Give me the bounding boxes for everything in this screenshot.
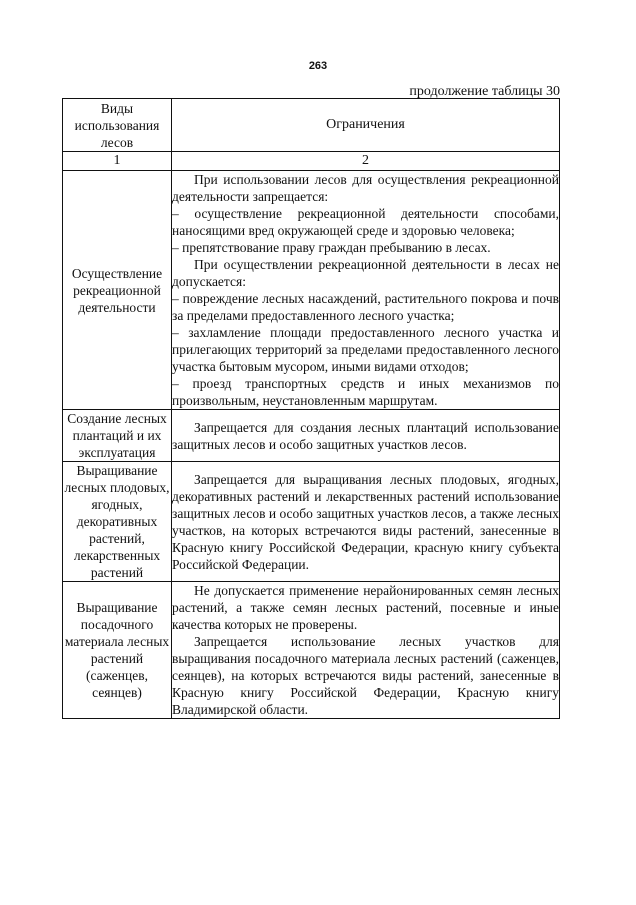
table-continuation-label: продолжение таблицы 30: [409, 84, 560, 99]
forest-use-kind: Осуществление рекреационной деятельности: [63, 171, 172, 410]
restriction-paragraph: При использовании лесов для осуществления рекреационной деятельности запрещается:: [172, 172, 559, 204]
column-header-restrictions: Ограничения: [172, 99, 560, 152]
restriction-paragraph: – повреждение лесных насаждений, растительного покрова и почв за пределами предоставленного лесного участка;: [172, 291, 559, 323]
column-number-row: [63, 152, 560, 171]
restriction-paragraph: Запрещается использование лесных участков для выращивания посадочного материала лесных растений (саженцев, сеянцев), на которых встречаются виды растений, занесенные в Красную книгу Российской Федерации, Красную книгу Владимирской области.: [172, 634, 559, 717]
restriction-paragraph: – препятствование праву граждан пребыванию в лесах.: [172, 240, 491, 255]
table-row: [63, 582, 560, 719]
restriction-paragraph: – осуществление рекреационной деятельности способами, наносящими вред окружающей среде и здоровью человека;: [172, 206, 559, 238]
restrictions-cell: [172, 171, 560, 410]
restriction-paragraph: Запрещается для выращивания лесных плодовых, ягодных, декоративных растений и лекарственных растений использование защитных лесов и особо защитных участков лесов, а также лесных участков, на которых встречаются виды растений, занесенные в Красную книгу Российской Федерации, красную книгу субъекта Российской Федерации.: [172, 471, 559, 572]
column-header-kinds: Виды использования лесов: [63, 99, 172, 152]
table-row: [63, 462, 560, 582]
column-number-1: 1: [63, 152, 172, 171]
table-row: [63, 410, 560, 462]
forest-use-kind: Создание лесных плантаций и их эксплуатация: [63, 410, 172, 462]
restriction-paragraph: При осуществлении рекреационной деятельности в лесах не допускается:: [172, 257, 559, 289]
table-header-row: [63, 99, 560, 152]
restrictions-cell: [172, 582, 560, 719]
restrictions-table: [62, 98, 560, 719]
restrictions-cell: [172, 462, 560, 582]
restriction-paragraph: Не допускается применение нерайонированных семян лесных растений, а также семян лесных растений, посевные и иные качества которых не проверены.: [172, 583, 559, 632]
restriction-paragraph: Запрещается для создания лесных плантаций использование защитных лесов и особо защитных участков лесов.: [172, 419, 559, 452]
table-row: [63, 171, 560, 410]
restrictions-cell: [172, 410, 560, 462]
forest-use-kind: Выращивание посадочного материала лесных растений (саженцев, сеянцев): [63, 582, 172, 719]
restriction-paragraph: – захламление площади предоставленного лесного участка и прилегающих территорий за пределами предоставленного лесного участка бытовым мусором, иными видами отходов;: [172, 325, 559, 374]
page-number: 263: [308, 60, 328, 72]
forest-use-kind: Выращивание лесных плодовых, ягодных, декоративных растений, лекарственных растений: [64, 463, 170, 580]
column-number-2: 2: [172, 152, 560, 171]
restriction-paragraph: – проезд транспортных средств и иных механизмов по произвольным, неустановленным маршрутам.: [172, 376, 559, 408]
